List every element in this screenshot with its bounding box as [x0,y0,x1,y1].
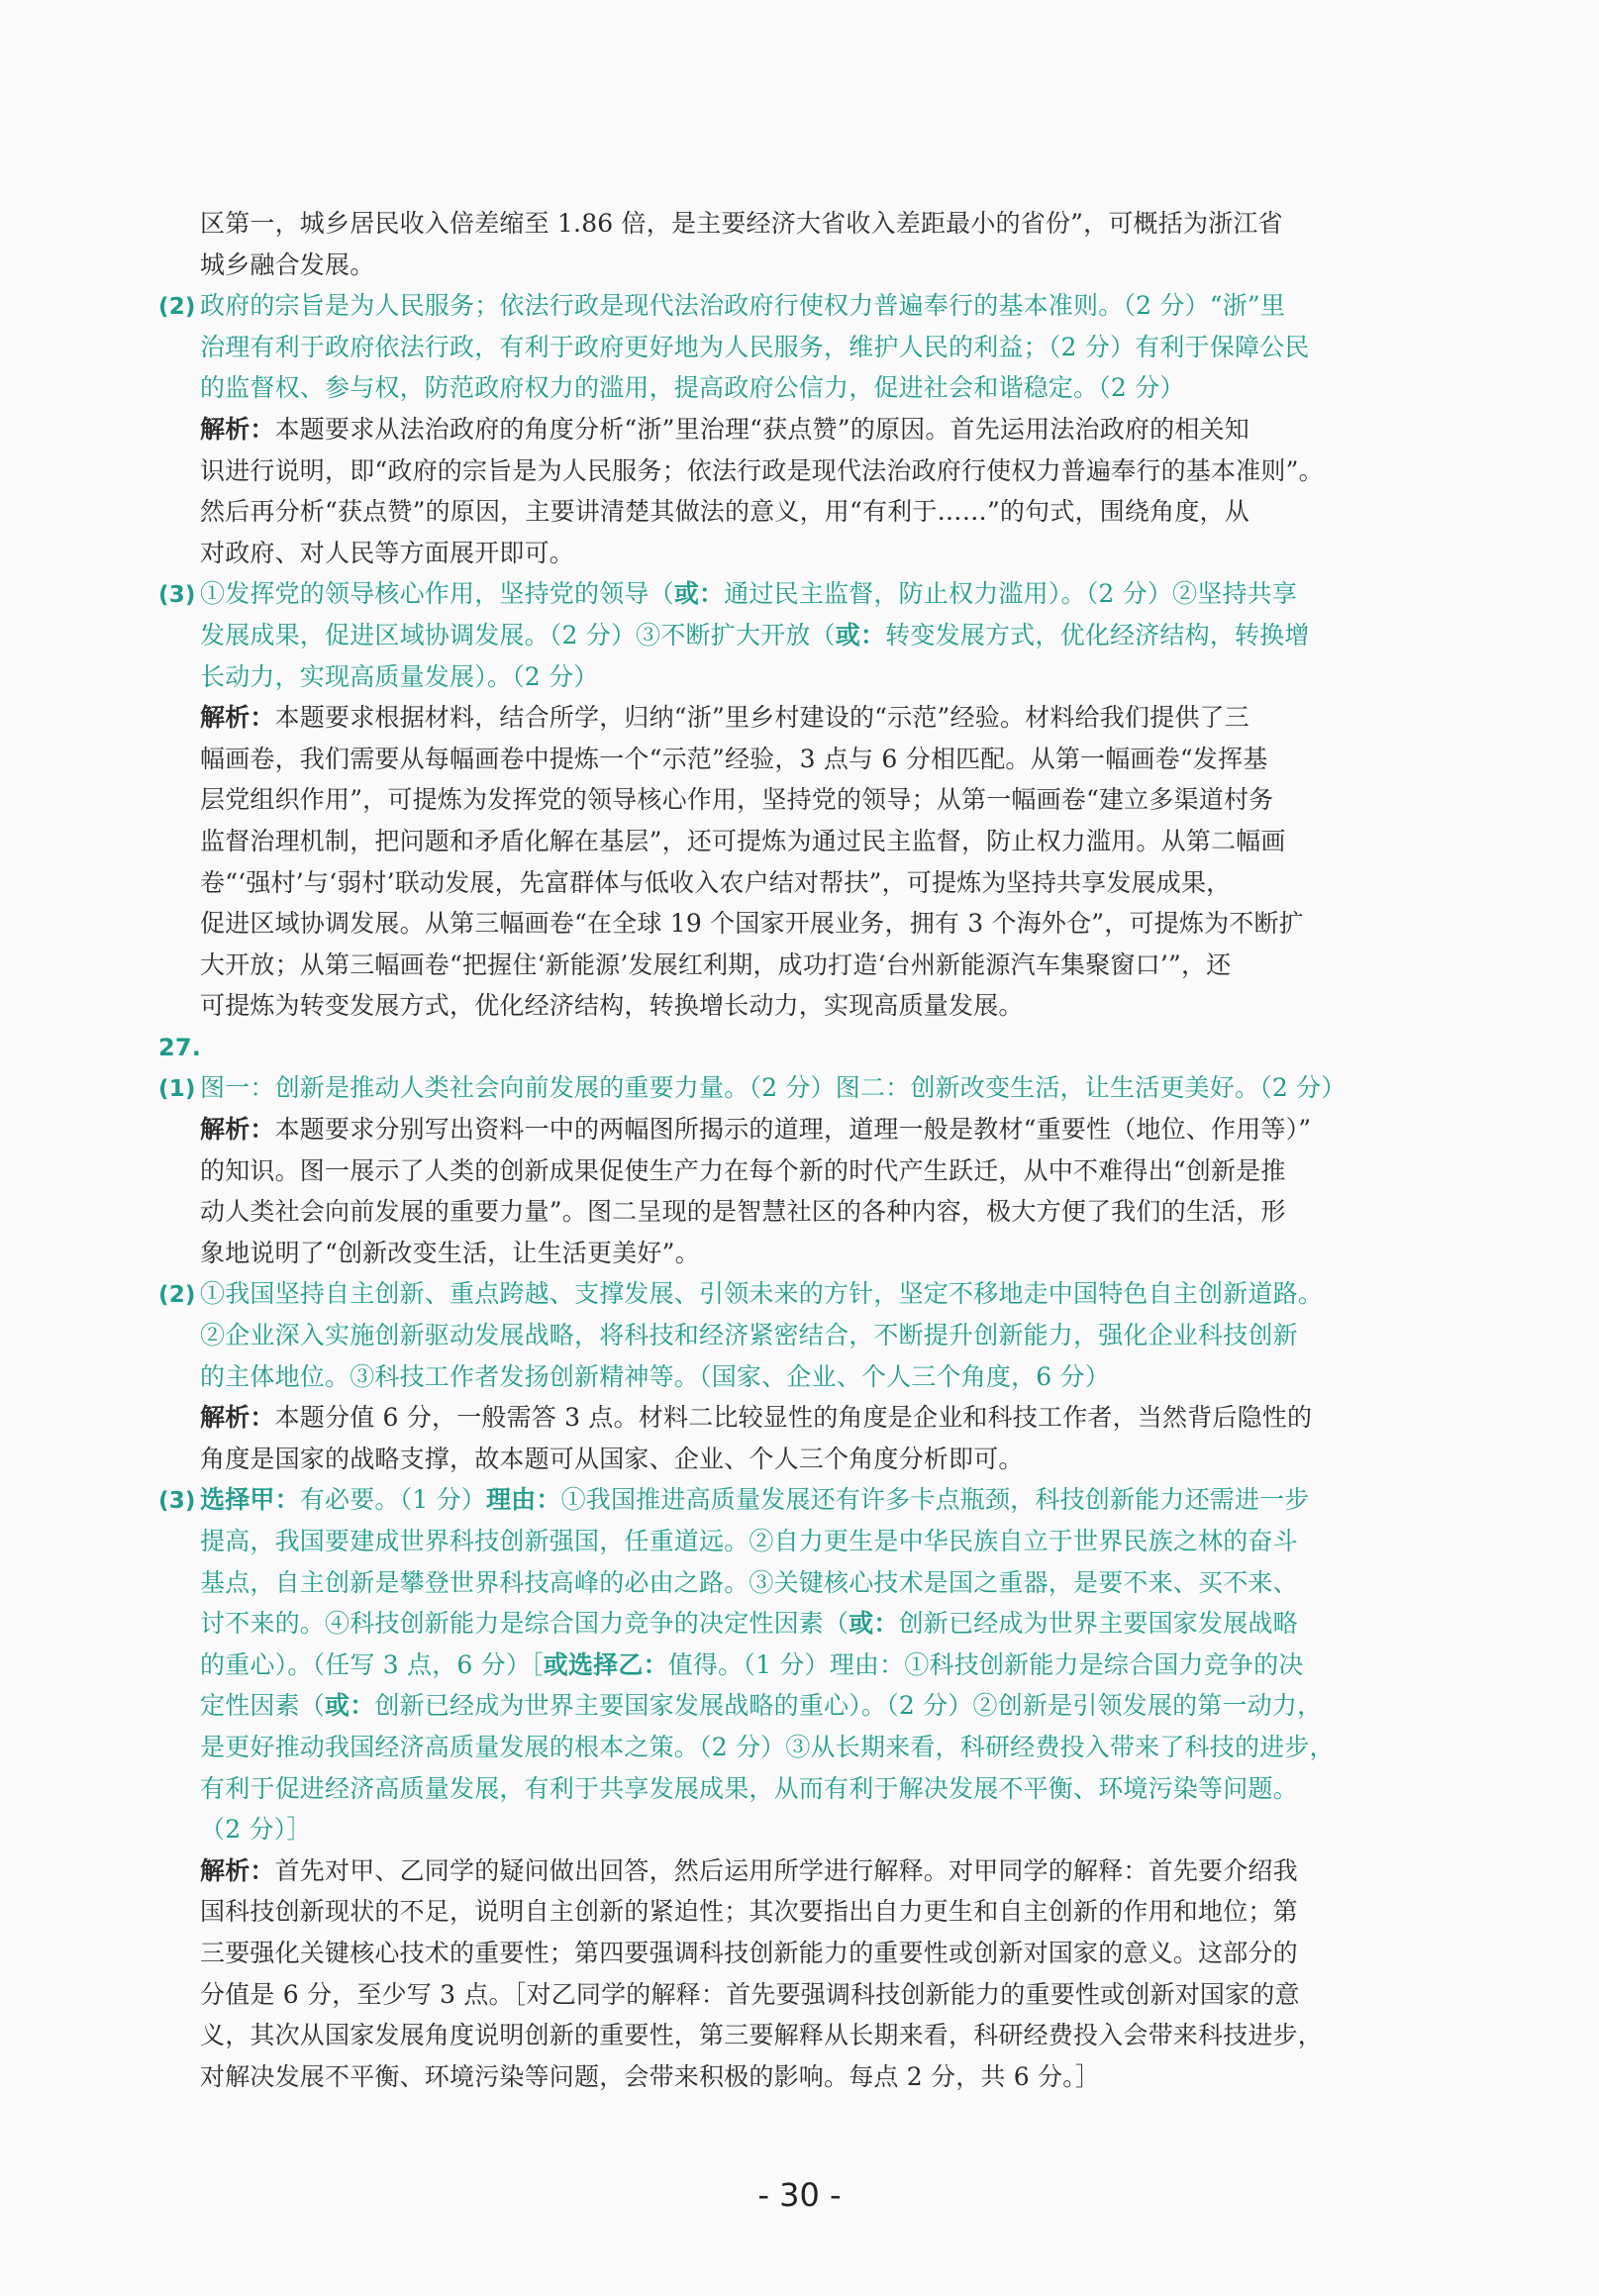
question-number: 27. [158,1033,202,1061]
analysis-line: 解析：本题要求根据材料，结合所学，归纳“浙”里乡村建设的“示范”经验。材料给我们提供了三 [200,703,1249,733]
analysis-line: 识进行说明，即“政府的宗旨是为人民服务；依法行政是现代法治政府行使权力普遍奉行的基本准则”。 [200,455,1324,485]
question-number: (1) [158,1076,196,1103]
answer-line: ②企业深入实施创新驱动发展战略，将科技和经济紧密结合，不断提升创新能力，强化企业科技创新 [200,1321,1298,1350]
analysis-line: 监督治理机制，把问题和矛盾化解在基层”，还可提炼为通过民主监督，防止权力滥用。从第二幅画 [200,826,1286,855]
text-line: 区第一，城乡居民收入倍差缩至 1.86 倍，是主要经济大省收入差距最小的省份”，可概括为浙江省 [200,209,1283,238]
reason-label: 理由： [485,1485,561,1515]
analysis-line: 义，其次从国家发展角度说明创新的重要性，第三要解释从长期来看，科研经费投入会带来科技进步， [200,2021,1324,2050]
question-number: (2) [158,294,196,321]
or-label: 或： [325,1691,375,1721]
analysis-line: 促进区域协调发展。从第三幅画卷“在全球 19 个国家开展业务，拥有 3 个海外仓”，可提炼为不断扩 [200,909,1304,939]
analysis-line: 角度是国家的战略支撑，故本题可从国家、企业、个人三个角度分析即可。 [200,1444,1024,1473]
question-number: (3) [158,582,196,609]
answer-27-3-line: (3) 选择甲：有必要。（1 分）理由：①我国推进高质量发展还有许多卡点瓶颈，科技创新能力还需进一步 [158,1479,1455,1521]
analysis-label: 解析： [200,414,275,444]
answer-line: 是更好推动我国经济高质量发展的根本之策。（2 分）③从长期来看，科研经费投入带来了科技的进步， [200,1732,1335,1761]
or-label: 或： [849,1609,899,1639]
analysis-line: 可提炼为转变发展方式，优化经济结构，转换增长动力，实现高质量发展。 [200,991,1024,1021]
answer-line: 的监督权、参与权，防范政府权力的滥用，提高政府公信力，促进社会和谐稳定。（2 分） [200,373,1185,403]
choose-jia-label: 选择甲： [200,1485,300,1515]
analysis-label: 解析： [200,1403,275,1433]
question-number: (3) [158,1488,196,1515]
answer-26-2-line: (2) 政府的宗旨是为人民服务；依法行政是现代法治政府行使权力普遍奉行的基本准则。（2 分）“浙”里 [158,285,1455,327]
analysis-line: 然后再分析“获点赞”的原因，主要讲清楚其做法的意义，用“有利于……”的句式，围绕角度，从 [200,497,1249,527]
question-number: (2) [158,1282,196,1309]
answer-line: 发展成果，促进区域协调发展。（2 分）③不断扩大开放（或：转变发展方式，优化经济结构，转换增 [200,620,1310,649]
analysis-line: 解析：本题要求分别写出资料一中的两幅图所揭示的道理，道理一般是教材“重要性（地位、作用等）” [200,1115,1312,1145]
answer-line: 治理有利于政府依法行政，有利于政府更好地为人民服务，维护人民的利益；（2 分）有利于保障公民 [200,332,1310,361]
analysis-line: 分值是 6 分，至少写 3 点。［对乙同学的解释：首先要强调科技创新能力的重要性或创新对国家的意 [200,1979,1300,2009]
answer-line: 基点，自主创新是攀登世界科技高峰的必由之路。③关键核心技术是国之重器，是要不来、买不来、 [200,1567,1298,1597]
analysis-label: 解析： [200,703,275,733]
text-line: 城乡融合发展。 [200,250,375,279]
analysis-line: 卷“‘强村’与‘弱村’联动发展，先富群体与低收入农户结对帮扶”，可提炼为坚持共享发展成果， [200,867,1232,897]
answer-26-3-line: (3) ①发挥党的领导核心作用，坚持党的领导（或：通过民主监督，防止权力滥用）。（2 分）②坚持共享 [158,573,1455,615]
answer-27-2-line: (2) ①我国坚持自主创新、重点跨越、支撑发展、引领未来的方针，坚定不移地走中国特色自主创新道路。 [158,1273,1455,1315]
analysis-line: 解析：首先对甲、乙同学的疑问做出回答，然后运用所学进行解释。对甲同学的解释：首先要介绍我 [200,1855,1298,1885]
answer-line: 讨不来的。④科技创新能力是综合国力竞争的决定性因素（或：创新已经成为世界主要国家发展战略 [200,1609,1298,1639]
question-27-heading [158,1027,1455,1068]
answer-line: 提高，我国要建成世界科技创新强国，任重道远。②自力更生是中华民族自立于世界民族之林的奋斗 [200,1527,1298,1555]
answer-line: 的主体地位。③科技工作者发扬创新精神等。（国家、企业、个人三个角度，6 分） [200,1361,1110,1391]
analysis-line: 大开放；从第三幅画卷“把握住‘新能源’发展红利期，成功打造‘台州新能源汽车集聚窗口’”，还 [200,949,1232,979]
answer-line: （2 分）］ [200,1815,312,1845]
answer-line: 长动力，实现高质量发展）。（2 分） [200,661,599,691]
analysis-label: 解析： [200,1115,275,1145]
analysis-line: 解析：本题分值 6 分，一般需答 3 点。材料二比较显性的角度是企业和科技工作者，当然背后隐性的 [200,1403,1313,1433]
analysis-line: 三要强化关键核心技术的重要性；第四要强调科技创新能力的重要性或创新对国家的意义。这部分的 [200,1938,1298,1967]
analysis-line: 国科技创新现状的不足，说明自主创新的紧迫性；其次要指出自力更生和自主创新的作用和地位；第 [200,1897,1298,1927]
analysis-label: 解析： [200,1855,275,1885]
analysis-line: 对解决发展不平衡、环境污染等问题，会带来积极的影响。每点 2 分，共 6 分。］ [200,2061,1101,2091]
answer-line: 的重心）。（任写 3 点，6 分）［或选择乙：值得。（1 分）理由：①科技创新能力是综合国力竞争的决 [200,1649,1304,1679]
or-label: 或： [673,579,725,609]
answer-line: 有利于促进经济高质量发展，有利于共享发展成果，从而有利于解决发展不平衡、环境污染等问题。 [200,1773,1298,1803]
analysis-line: 解析：本题要求从法治政府的角度分析“浙”里治理“获点赞”的原因。首先运用法治政府的相关知 [200,414,1249,444]
analysis-line: 幅画卷，我们需要从每幅画卷中提炼一个“示范”经验，3 点与 6 分相匹配。从第一幅画卷“发挥基 [200,744,1268,773]
page-number: - 30 - [757,2176,842,2214]
or-label: 或： [835,620,886,649]
analysis-line: 层党组织作用”，可提炼为发挥党的领导核心作用，坚持党的领导；从第一幅画卷“建立多渠道村务 [200,785,1274,815]
answer-line: 定性因素（或：创新已经成为世界主要国家发展战略的重心）。（2 分）②创新是引领发展的第一动力， [200,1691,1323,1721]
analysis-line: 象地说明了“创新改变生活，让生活更美好”。 [200,1238,700,1267]
analysis-line: 动人类社会向前发展的重要力量”。图二呈现的是智慧社区的各种内容，极大方便了我们的生活，形 [200,1197,1286,1227]
analysis-line: 的知识。图一展示了人类的创新成果促使生产力在每个新的时代产生跃迁，从中不难得出“创新是推 [200,1155,1286,1185]
answer-27-1-line: (1) 图一：创新是推动人类社会向前发展的重要力量。（2 分）图二：创新改变生活，让生活更美好。（2 分） [158,1067,1455,1109]
or-choose-yi-label: 或选择乙： [543,1649,668,1679]
analysis-line: 对政府、对人民等方面展开即可。 [200,538,575,567]
answer-content [158,203,1455,2097]
